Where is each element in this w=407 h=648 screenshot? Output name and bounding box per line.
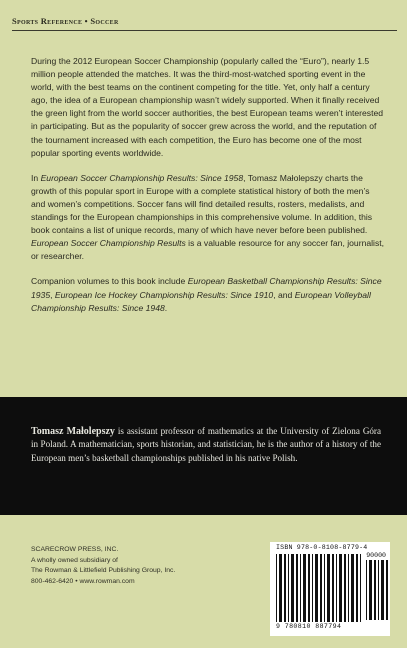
barcode-bar [324,554,325,622]
barcode-bar [332,554,334,622]
publisher-name: SCARECROW PRESS, INC. [31,546,119,553]
barcode-block [270,542,390,636]
header-rule [12,30,397,31]
barcode-bar [366,560,367,620]
barcode-bar [327,554,330,622]
barcode-bar [339,554,342,622]
blurb-paragraph-2 [31,172,384,264]
barcode-bar [381,560,384,620]
barcode-bar [291,554,294,622]
price-code: 90000 [366,552,386,559]
publisher-info [31,545,175,587]
companion-title: European Volleyball Championship Results: Since 1948 [31,289,371,313]
barcode-bar [351,554,354,622]
barcode-bar [344,554,346,622]
barcode-bar [356,554,358,622]
barcode-bar [284,554,286,622]
barcode-bar [369,560,372,620]
blurb-paragraph-1: During the 2012 European Soccer Championship (popularly called the “Euro”), nearly 1.5 million people attended the matches. It was the third-most-watched sporting event in the world, with the best teams on the continent competing for the title. Yet, only half a century ago, the idea of a European championship wasn’t widely supported. When it finally received the green light from the world soccer authorities, the best European teams weren’t interested in participating. But as the popularity of soccer grew across the world, and the reputation of the tournament increased with each competition, the Euro has become one of the most popular sporting events worldwide. [31,56,384,158]
barcode-bar [279,554,282,622]
barcode-bar [386,560,388,620]
barcode-bar [320,554,322,622]
book-title: European Soccer Championship Results: Since 1958 [40,172,244,183]
author-bio [31,425,381,465]
barcode-bar [348,554,349,622]
blurb [31,55,384,327]
barcode-bar [336,554,337,622]
barcode-bar [296,554,298,622]
barcode-bar [300,554,301,622]
author-bio-text: is assistant professor of mathematics at the University of Zielona Góra in Poland. A mathematician, sports historian, and statistician, he is the author of a history of the European men’s basketball championships published in his native Polish. [31,426,381,463]
blurb-text: , [50,289,55,300]
barcode-bar [312,554,313,622]
companion-title: European Basketball Championship Results: Since 1935 [31,276,382,300]
barcode-bar [308,554,310,622]
barcode-bar [360,554,361,622]
barcode-bar [315,554,318,622]
blurb-text: , Tomasz Małolepszy charts the growth of this popular sport in Europe with a complete statistical history of both the men’s and women’s competitions. Soccer fans will find detailed results, rosters, medalists, and standings for the European championships in this comprehensive volume. In addition, this book contains a list of unique records, many of which have never before been published. [31,172,373,236]
publisher-contact: 800-462-6420 • www.rowman.com [31,577,135,585]
publisher-group: The Rowman & Littlefield Publishing Group, Inc. [31,567,176,575]
blurb-text: In [31,172,41,183]
book-title: European Soccer Championship Results [31,238,186,249]
barcode-bar [303,554,306,622]
author-name: Tomasz Małolepszy [31,426,115,437]
blurb-text: is a valuable resource for any soccer fan, journalist, or researcher. [31,238,385,262]
companion-title: European Ice Hockey Championship Results: Since 1910 [54,289,274,300]
blurb-text: Companion volumes to this book include [31,276,188,287]
blurb-text: . [164,302,168,313]
barcode-bar [378,560,379,620]
price-barcode-icon [366,560,388,620]
blurb-paragraph-3 [31,275,384,314]
barcode-bar [288,554,289,622]
barcode-bar [374,560,376,620]
barcode-number: 9 780810 887794 [276,623,342,630]
isbn-text: ISBN 978-0-8108-8779-4 [276,544,368,551]
publisher-subsidiary: A wholly owned subsidiary of [31,556,118,564]
barcode-bar [276,554,277,622]
barcode-icon [276,554,364,622]
series-heading: Sports Reference • Soccer [12,16,119,26]
blurb-text: , and [273,289,295,300]
